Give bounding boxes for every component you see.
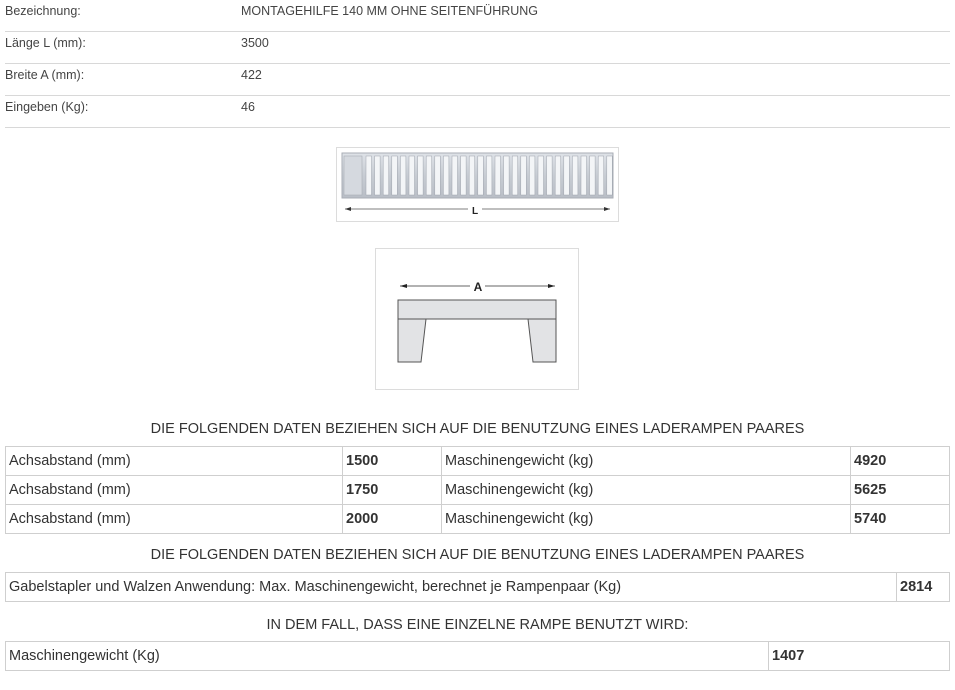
wheelbase-value: 1750 — [343, 476, 442, 505]
wheelbase-weight-table — [5, 446, 950, 534]
forklift-label: Gabelstapler und Walzen Anwendung: Max. Maschinengewicht, berechnet je Rampenpaar (Kg) — [6, 573, 897, 602]
spec-label: Eingeben (Kg): — [5, 100, 89, 114]
ramp-side-view-drawing — [376, 249, 578, 389]
wheelbase-label: Achsabstand (mm) — [6, 447, 343, 476]
spec-row-breite — [5, 64, 950, 96]
spec-label: Bezeichnung: — [5, 4, 81, 18]
single-ramp-value: 1407 — [769, 642, 950, 671]
spec-list — [5, 0, 950, 128]
forklift-table — [5, 572, 950, 602]
spec-row-laenge — [5, 32, 950, 64]
spec-value: MONTAGEHILFE 140 MM OHNE SEITENFÜHRUNG — [241, 4, 539, 18]
table-row — [6, 573, 950, 602]
dimension-label-l: L — [471, 206, 479, 217]
spec-label: Länge L (mm): — [5, 36, 86, 50]
table-row — [6, 476, 950, 505]
table-row — [6, 447, 950, 476]
spec-row-bezeichnung — [5, 0, 950, 32]
dimension-label-a: A — [473, 280, 483, 294]
ramp-side-view-image — [375, 248, 579, 390]
wheelbase-label: Achsabstand (mm) — [6, 476, 343, 505]
section-heading-single-ramp: IN DEM FALL, DASS EINE EINZELNE RAMPE BENUTZT WIRD: — [266, 617, 689, 633]
ramp-top-view-image — [336, 147, 619, 222]
spec-value: 3500 — [241, 36, 269, 50]
wheelbase-value: 1500 — [343, 447, 442, 476]
table-row — [6, 642, 950, 671]
single-ramp-table — [5, 641, 950, 671]
machine-weight-value: 4920 — [851, 447, 950, 476]
wheelbase-label: Achsabstand (mm) — [6, 505, 343, 534]
machine-weight-value: 5625 — [851, 476, 950, 505]
section-heading-pair-usage: DIE FOLGENDEN DATEN BEZIEHEN SICH AUF DIE BENUTZUNG EINES LADERAMPEN PAARES — [150, 421, 805, 437]
table-row — [6, 505, 950, 534]
spec-row-gewicht — [5, 96, 950, 128]
spec-label: Breite A (mm): — [5, 68, 85, 82]
forklift-value: 2814 — [897, 573, 950, 602]
machine-weight-label: Maschinengewicht (kg) — [442, 505, 851, 534]
machine-weight-label: Maschinengewicht (kg) — [442, 476, 851, 505]
machine-weight-label: Maschinengewicht (kg) — [442, 447, 851, 476]
spec-value: 46 — [241, 100, 255, 114]
section-heading-forklift: DIE FOLGENDEN DATEN BEZIEHEN SICH AUF DIE BENUTZUNG EINES LADERAMPEN PAARES — [150, 547, 805, 563]
machine-weight-value: 5740 — [851, 505, 950, 534]
spec-value: 422 — [241, 68, 262, 82]
wheelbase-value: 2000 — [343, 505, 442, 534]
ramp-top-view-drawing — [337, 148, 618, 221]
single-ramp-label: Maschinengewicht (Kg) — [6, 642, 769, 671]
